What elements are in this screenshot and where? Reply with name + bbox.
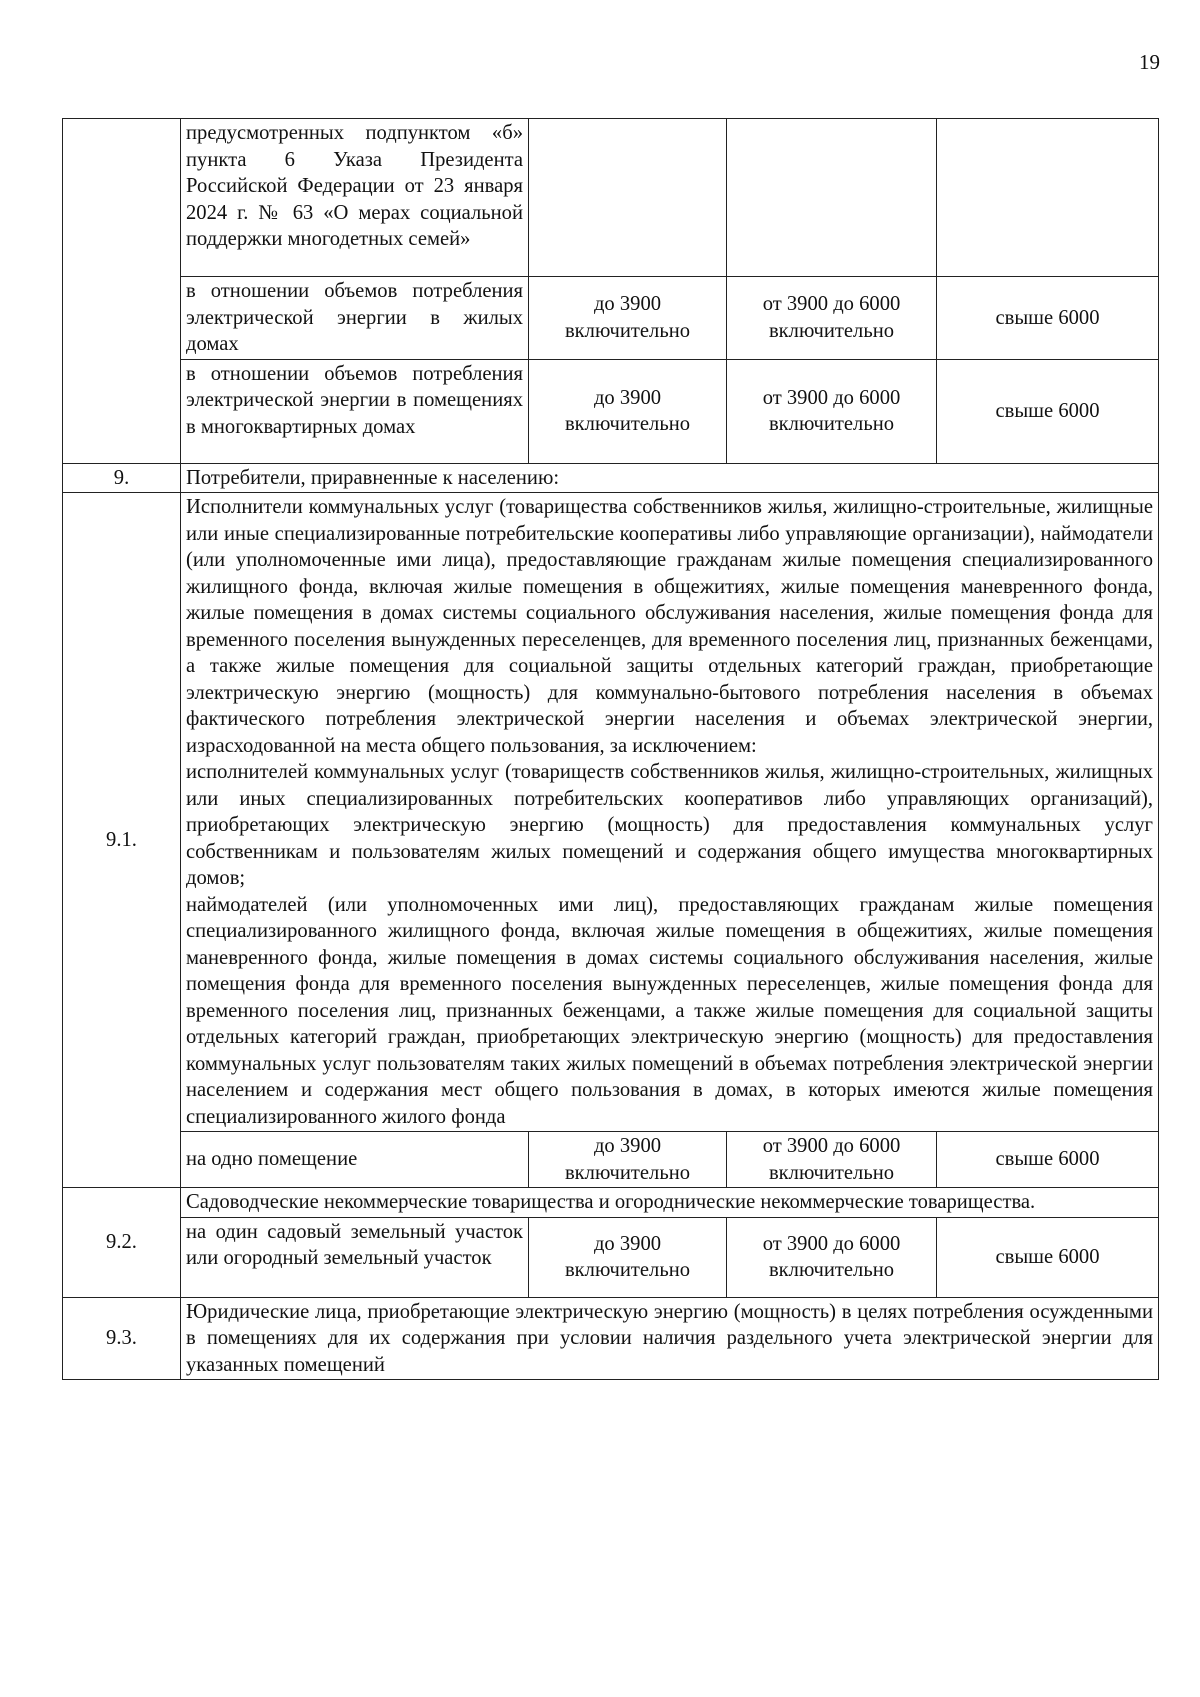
table-row-houses — [63, 277, 1159, 360]
row-number-9-2: 9.2. — [63, 1188, 181, 1298]
page-number: 19 — [1139, 50, 1160, 74]
row-number-9-3: 9.3. — [63, 1297, 181, 1380]
row-number-cell — [63, 119, 181, 464]
row-9-1-paragraph-2: исполнителей коммунальных услуг (товариществ собственников жилья, жилищно-строительных, жилищных или иных специализированных потребительских кооперативов либо управляющих организаций), приобретающих электрическую энергию (мощность) для предоставления коммунальных услуг собственникам и пользователям жилых помещений и содержания общего имущества многоквартирных домов; — [186, 761, 1153, 889]
apartments-label: в отношении объемов потребления электрической энергии в помещениях в многоквартирных домах — [181, 359, 529, 463]
row-9-2-sub-label: на один садовый земельный участок или огородный земельный участок — [181, 1217, 529, 1297]
empty-cell — [529, 119, 727, 277]
row-9-1-paragraph-1: Исполнители коммунальных услуг (товарищества собственников жилья, жилищно-строительные, жилищные или иные специализированные потребительские кооперативы либо управляющие организации), наймодатели (или уполномоченные ими лица), предоставляющие гражданам жилые помещения специализированного жилищного фонда, включая жилые помещения в общежитиях, жилые помещения маневренного фонда, жилые помещения в домах системы социального обслуживания населения, жилые помещения фонда для временного поселения вынужденных переселенцев, для временного поселения лиц, признанных беженцами, а также жилые помещения для социальной защиты отдельных категорий граждан, приобретающие электрическую энергию (мощность) для коммунально-бытового потребления населения в объемах фактического потребления электрической энергии населения и объемах электрической энергии, израсходованной на места общего пользования, за исключением: — [186, 496, 1153, 757]
table-row-9-2-sub — [63, 1217, 1159, 1297]
row-9-2-range-1: до 3900 включительно — [529, 1217, 727, 1297]
apartments-range-1: до 3900 включительно — [529, 359, 727, 463]
empty-cell — [727, 119, 937, 277]
row-9-text: Потребители, приравненные к населению: — [181, 463, 1159, 493]
apartments-range-3: свыше 6000 — [937, 359, 1159, 463]
table-row-9-2 — [63, 1188, 1159, 1218]
empty-cell — [937, 119, 1159, 277]
row-9-1-text — [181, 493, 1159, 1132]
table-row-continuation — [63, 119, 1159, 277]
table-row-apartments — [63, 359, 1159, 463]
table-row-9 — [63, 463, 1159, 493]
row-9-1-paragraph-3: наймодателей (или уполномоченных ими лиц), предоставляющих гражданам жилые помещения специализированного жилищного фонда, включая жилые помещения в общежитиях, жилые помещения маневренного фонда, жилые помещения в домах системы социального обслуживания населения, жилые помещения фонда для временного поселения вынужденных переселенцев, жилые помещения фонда для временного поселения лиц, признанных беженцами, а также жилые помещения для социальной защиты отдельных категорий граждан, приобретающих электрическую энергию (мощность) для предоставления коммунальных услуг пользователям таких жилых помещений в объемах потребления электрической энергии населением и содержания мест общего пользования в домах, в которых имеются жилые помещения специализированного жилого фонда — [186, 893, 1153, 1128]
row-9-1-range-3: свыше 6000 — [937, 1132, 1159, 1188]
houses-range-3: свыше 6000 — [937, 277, 1159, 360]
houses-label: в отношении объемов потребления электрической энергии в жилых домах — [181, 277, 529, 360]
houses-range-1: до 3900 включительно — [529, 277, 727, 360]
tariff-table — [62, 118, 1159, 1380]
row-9-1-range-1: до 3900 включительно — [529, 1132, 727, 1188]
row-9-2-range-3: свыше 6000 — [937, 1217, 1159, 1297]
continuation-text: предусмотренных подпунктом «б» пункта 6 Указа Президента Российской Федерации от 23 января 2024 г. № 63 «О мерах социальной поддержки многодетных семей» — [181, 119, 529, 277]
row-number-9-1: 9.1. — [63, 493, 181, 1188]
apartments-range-2: от 3900 до 6000 включительно — [727, 359, 937, 463]
houses-range-2: от 3900 до 6000 включительно — [727, 277, 937, 360]
row-9-2-text: Садоводческие некоммерческие товарищества и огороднические некоммерческие товарищества. — [181, 1188, 1159, 1218]
table-row-9-1 — [63, 493, 1159, 1132]
table-row-9-1-sub — [63, 1132, 1159, 1188]
row-9-1-range-2: от 3900 до 6000 включительно — [727, 1132, 937, 1188]
table-row-9-3 — [63, 1297, 1159, 1380]
row-9-3-text: Юридические лица, приобретающие электрическую энергию (мощность) в целях потребления осужденными в помещениях для их содержания при условии наличия раздельного учета электрической энергии для указанных помещений — [181, 1297, 1159, 1380]
row-number-9: 9. — [63, 463, 181, 493]
row-9-1-sub-label: на одно помещение — [181, 1132, 529, 1188]
row-9-2-range-2: от 3900 до 6000 включительно — [727, 1217, 937, 1297]
